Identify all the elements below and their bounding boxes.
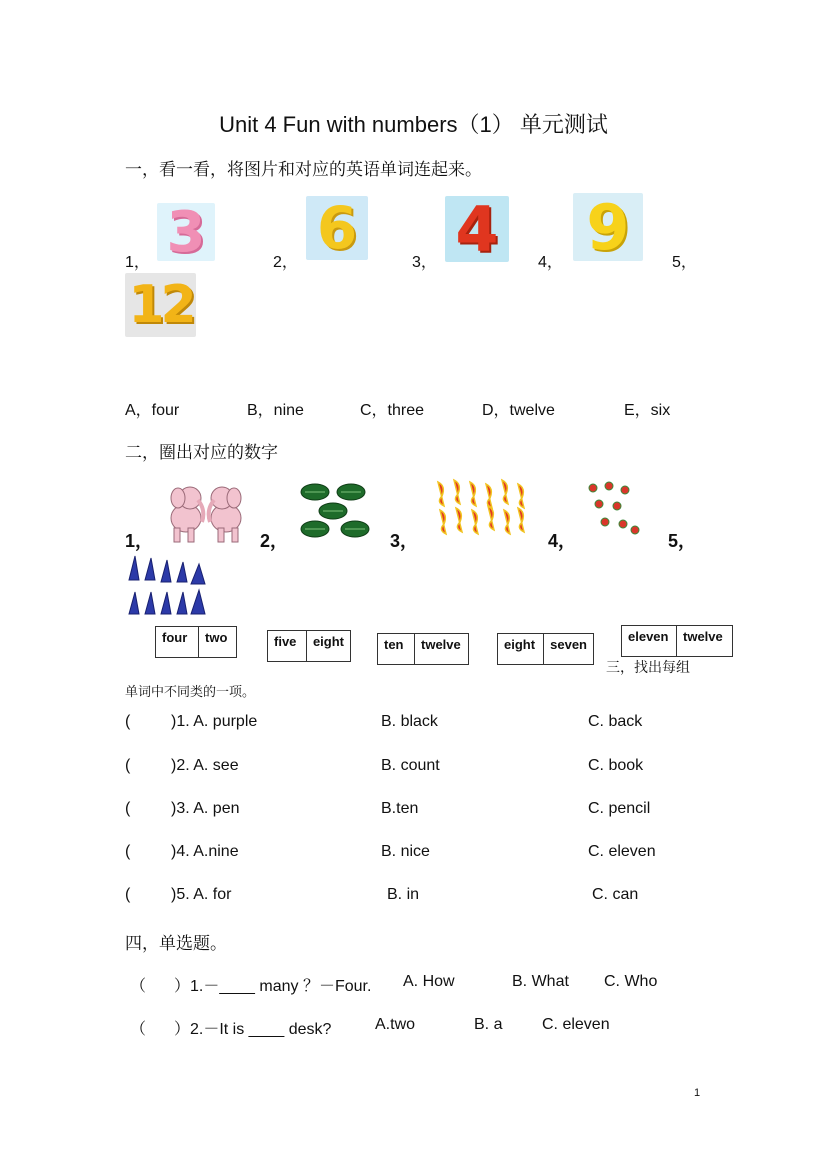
word-box-2 [267,630,351,662]
s4-q1-c: C. Who [604,973,658,990]
s3-q1-paren: ( [125,713,131,730]
word-box-1 [155,626,237,658]
section3-heading-part2: 单词中不同类的一项。 [125,684,256,699]
s1-label-4: 4， [538,254,563,271]
answer-b: B，nine [247,402,304,419]
word-box-2-right: eight [306,631,350,661]
word-box-1-left: four [162,630,188,645]
s4-q2-paren: （ [130,1021,147,1038]
s4-q1-question: ）1.－____ many ？－Four. [174,978,372,995]
s4-q2-a: A.two [375,1016,416,1033]
answer-e: E，six [624,402,671,419]
s3-q5-b: B. in [387,886,420,903]
s3-q3-a: )3. A. pen [171,800,240,817]
page-number: 1 [694,1087,701,1099]
s3-q3-paren: ( [125,800,131,817]
number-four-image: 4 [445,196,509,262]
s3-q5-paren: ( [125,886,131,903]
answer-d: D，twelve [482,402,555,419]
s4-q1-b: B. What [512,973,569,990]
s4-q2-question: ）2.－It is ____ desk? [174,1021,332,1038]
s3-q4-b: B. nice [381,843,430,860]
word-box-4-left: eight [504,637,536,652]
s3-q4-paren: ( [125,843,131,860]
section4-heading: 四，单选题。 [125,934,227,953]
word-box-4 [497,633,594,665]
number-nine-image: 9 [573,193,643,261]
answer-c: C，three [360,402,425,419]
s3-q2-paren: ( [125,757,131,774]
word-box-1-right: two [198,627,236,657]
s4-q1-paren: （ [130,978,147,995]
s4-q2-c: C. eleven [542,1016,610,1033]
word-box-5 [621,625,733,657]
s1-label-5: 5， [672,254,697,271]
number-six-cheese-image: 6 [306,196,368,260]
word-box-2-left: five [274,634,297,649]
s2-label-5: 5， [668,531,697,551]
s3-q1-c: C. back [588,713,643,730]
s3-q5-a: )5. A. for [171,886,232,903]
number-three-image: 3 [157,203,215,261]
section3-heading-part1: 三，找出每组 [606,659,690,675]
ten-birds-image [125,554,211,618]
s2-label-2: 2， [260,531,289,551]
page-title: Unit 4 Fun with numbers（1） 单元测试 [219,112,608,137]
s3-q2-b: B. count [381,757,440,774]
word-box-5-right: twelve [676,626,732,656]
s3-q4-c: C. eleven [588,843,656,860]
two-elephants-image [166,480,246,544]
s1-label-2: 2， [273,254,298,271]
s3-q1-b: B. black [381,713,438,730]
s4-q2-b: B. a [474,1016,503,1033]
section2-heading: 二，圈出对应的数字 [125,443,278,462]
s3-q2-c: C. book [588,757,644,774]
s3-q1-a: )1. A. purple [171,713,258,730]
number-twelve-image: 12 [125,273,196,337]
word-box-5-left: eleven [628,629,669,644]
section1-heading: 一，看一看，将图片和对应的英语单词连起来。 [125,160,482,179]
word-box-3 [377,633,469,665]
eight-crabs-image [585,480,645,540]
word-box-3-left: ten [384,637,404,652]
answer-a: A，four [125,402,180,419]
s3-q5-c: C. can [592,886,639,903]
s3-q3-c: C. pencil [588,800,651,817]
s4-q1-a: A. How [403,973,455,990]
five-watermelons-image [299,482,371,540]
word-box-4-right: seven [543,634,593,664]
s2-label-3: 3， [390,531,419,551]
s3-q2-a: )2. A. see [171,757,239,774]
word-box-3-right: twelve [414,634,468,664]
twelve-seahorses-image [430,476,530,540]
s2-label-4: 4， [548,531,577,551]
s3-q4-a: )4. A.nine [171,843,239,860]
s3-q3-b: B.ten [381,800,419,817]
s1-label-1: 1， [125,254,150,271]
s2-label-1: 1， [125,531,154,551]
s1-label-3: 3， [412,254,437,271]
